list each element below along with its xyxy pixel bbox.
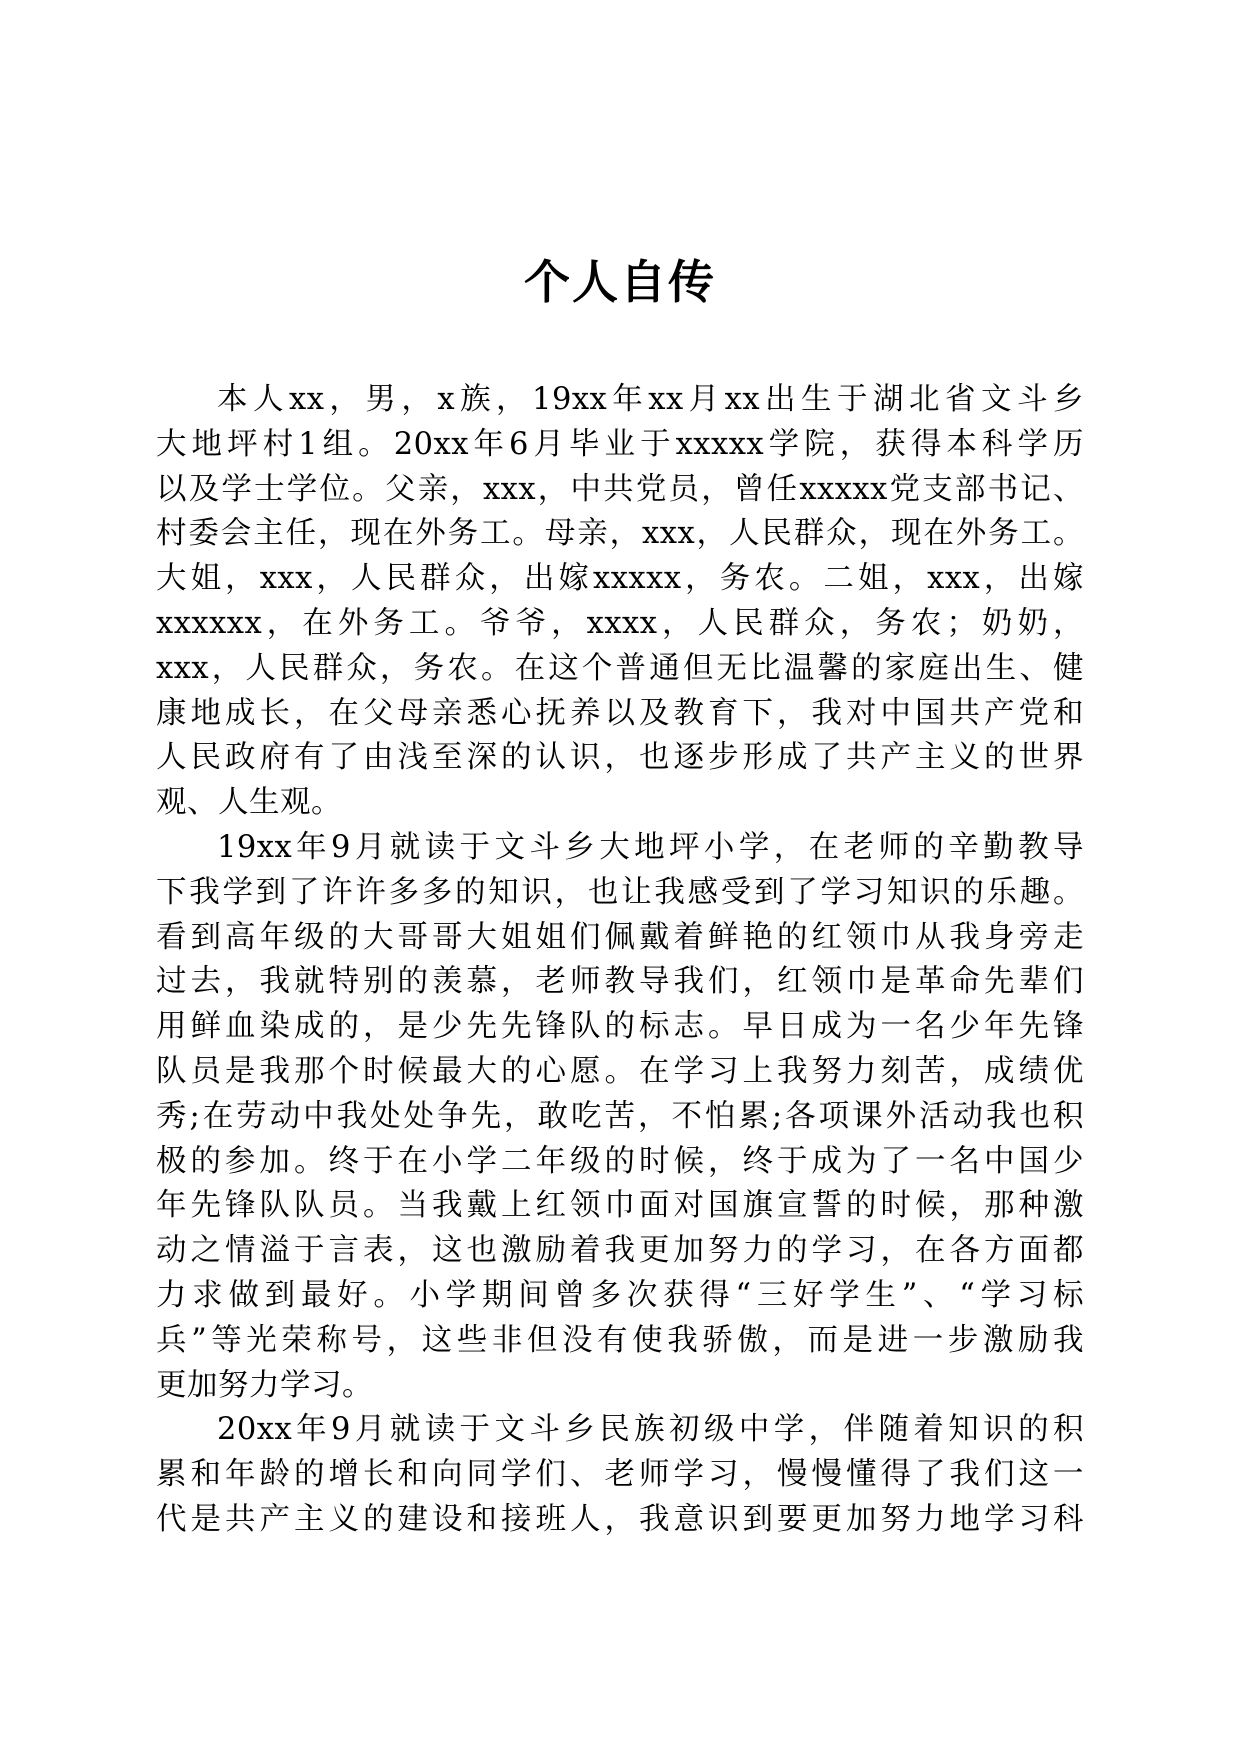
text-line: 大姐，xxx，人民群众，出嫁xxxxx，务农。二姐，xxx，出嫁 xyxy=(156,561,1084,597)
paragraph-middle-school xyxy=(156,1408,1084,1542)
text-line: 看到高年级的大哥哥大姐姐们佩戴着鲜艳的红领巾从我身旁走 xyxy=(156,919,1084,955)
text-line: 大地坪村1组。20xx年6月毕业于xxxxx学院，获得本科学历 xyxy=(156,426,1084,462)
text-line: 用鲜血染成的，是少先先锋队的标志。早日成为一名少年先锋 xyxy=(156,1009,1084,1045)
text-line: 村委会主任，现在外务工。母亲，xxx，人民群众，现在外务工。 xyxy=(156,516,1084,552)
text-line: 秀;在劳动中我处处争先，敢吃苦，不怕累;各项课外活动我也积 xyxy=(156,1098,1084,1134)
paragraph-primary-school xyxy=(156,826,1084,1408)
text-line: 康地成长，在父母亲悉心抚养以及教育下，我对中国共产党和 xyxy=(156,695,1084,731)
text-line: 累和年龄的增长和向同学们、老师学习，慢慢懂得了我们这一 xyxy=(156,1457,1084,1493)
text-line: 力求做到最好。小学期间曾多次获得“三好学生”、“学习标 xyxy=(156,1277,1084,1313)
text-line: 过去，我就特别的羡慕，老师教导我们，红领巾是革命先辈们 xyxy=(156,964,1084,1000)
document-title: 个人自传 xyxy=(524,255,716,309)
text-line: 下我学到了许许多多的知识，也让我感受到了学习知识的乐趣。 xyxy=(156,874,1084,910)
document-body xyxy=(156,378,1084,1543)
paragraph-family xyxy=(156,378,1084,826)
text-line: xxx，人民群众，务农。在这个普通但无比温馨的家庭出生、健 xyxy=(156,650,1084,686)
text-line: 更加努力学习。 xyxy=(156,1367,373,1403)
text-line: 代是共产主义的建设和接班人，我意识到要更加努力地学习科 xyxy=(156,1501,1084,1537)
text-line: 观、人生观。 xyxy=(156,785,342,821)
text-line: 以及学士学位。父亲，xxx，中共党员，曾任xxxxx党支部书记、 xyxy=(156,471,1084,507)
text-line: 20xx年9月就读于文斗乡民族初级中学，伴随着知识的积 xyxy=(217,1412,1084,1448)
text-line: 19xx年9月就读于文斗乡大地坪小学，在老师的辛勤教导 xyxy=(217,829,1084,865)
text-line: xxxxxx，在外务工。爷爷，xxxx，人民群众，务农；奶奶， xyxy=(156,605,1084,641)
text-line: 队员是我那个时候最大的心愿。在学习上我努力刻苦，成绩优 xyxy=(156,1053,1084,1089)
text-line: 年先锋队队员。当我戴上红领巾面对国旗宣誓的时候，那种激 xyxy=(156,1188,1084,1224)
text-line: 人民政府有了由浅至深的认识，也逐步形成了共产主义的世界 xyxy=(156,740,1084,776)
text-line: 本人xx，男，x族，19xx年xx月xx出生于湖北省文斗乡 xyxy=(217,382,1084,417)
text-line: 兵”等光荣称号，这些非但没有使我骄傲，而是进一步激励我 xyxy=(156,1322,1084,1358)
text-line: 极的参加。终于在小学二年级的时候，终于成为了一名中国少 xyxy=(156,1143,1084,1179)
text-line: 动之情溢于言表，这也激励着我更加努力的学习，在各方面都 xyxy=(156,1233,1084,1269)
